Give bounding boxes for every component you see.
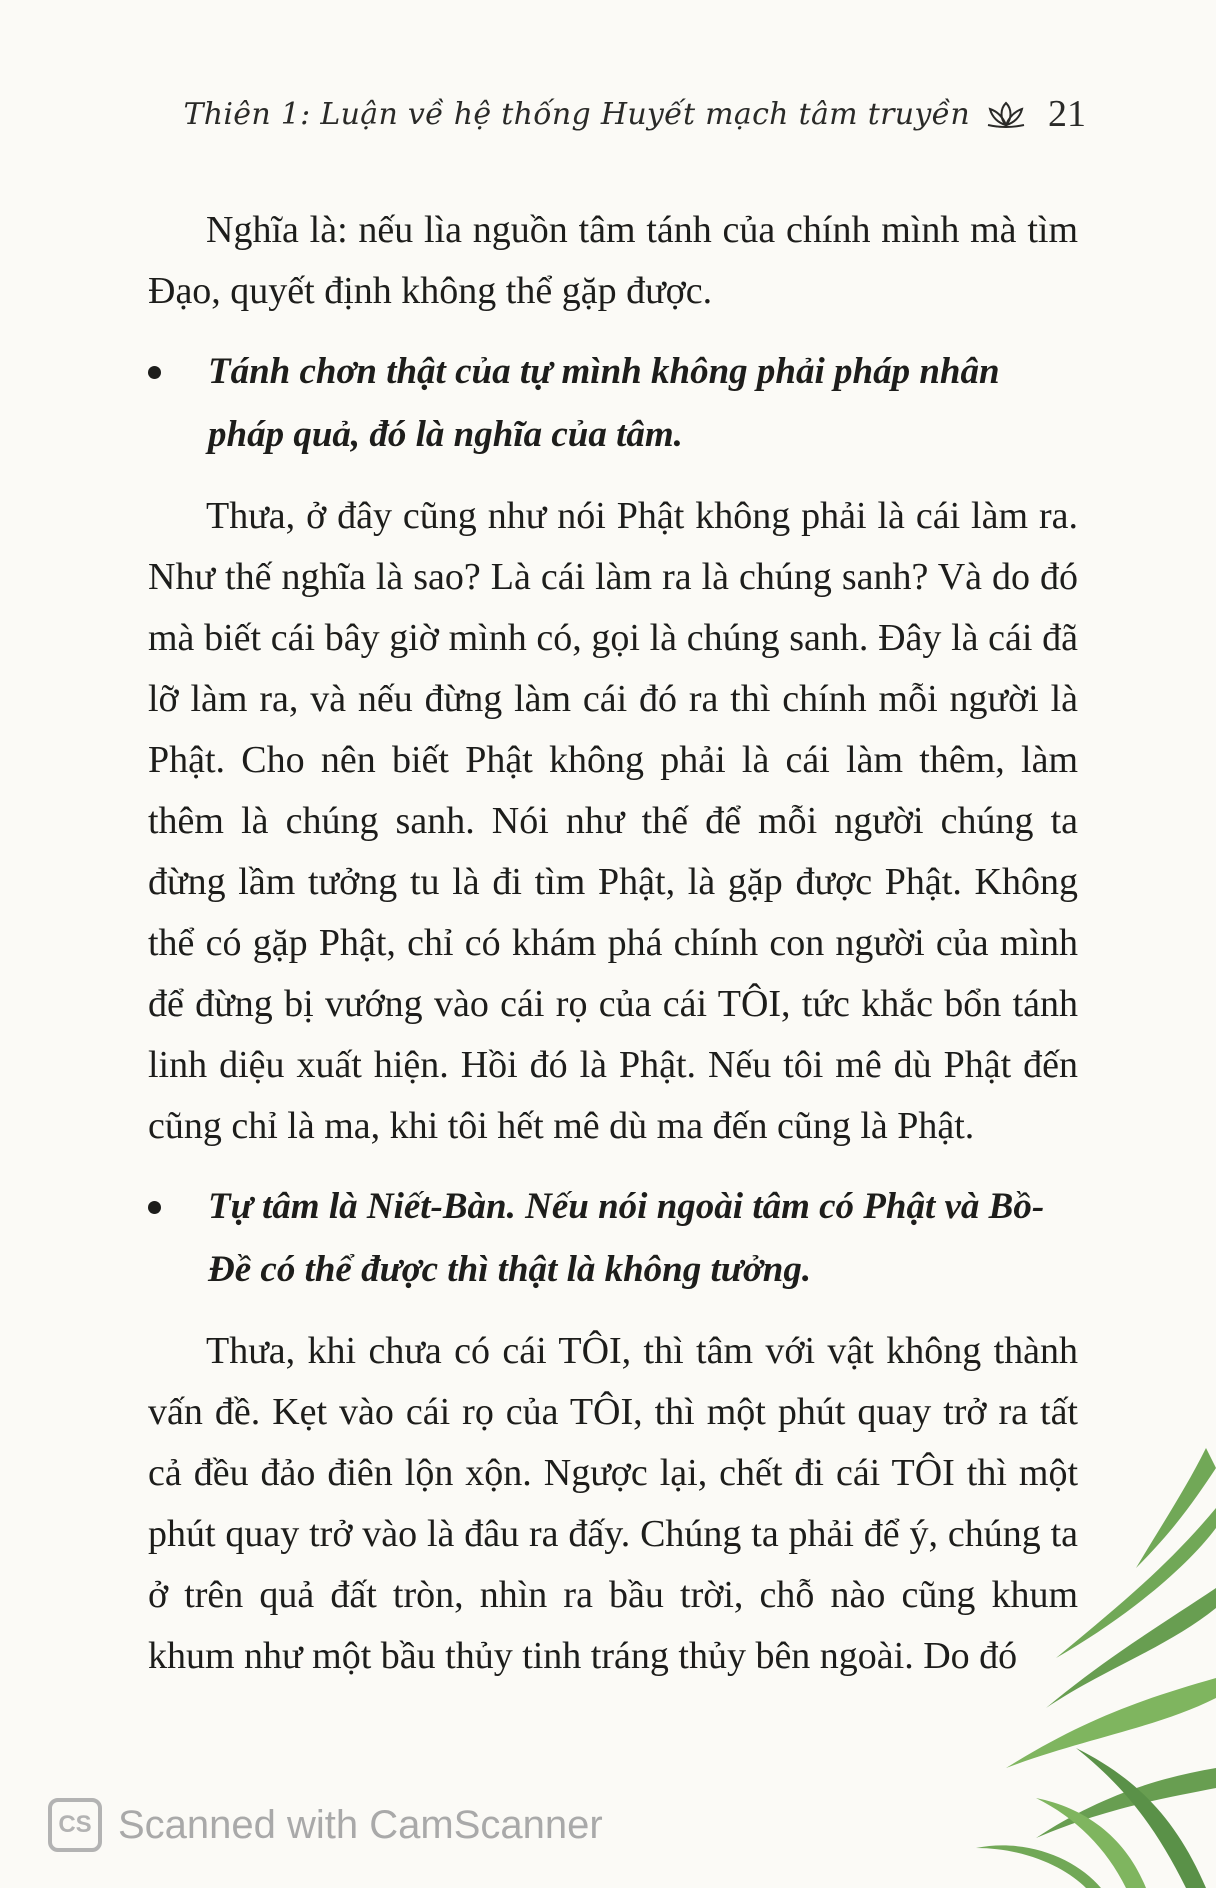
running-title: Thiên 1: Luận về hệ thống Huyết mạch tâm truyền (183, 96, 970, 132)
bullet-dot (148, 1201, 161, 1214)
page-number: 21 (1048, 93, 1086, 135)
bullet-item-2 (148, 1175, 1078, 1301)
bullet-text-2: Tự tâm là Niết-Bàn. Nếu nói ngoài tâm có Phật và Bồ-Đề có thể được thì thật là không tưởng. (208, 1186, 1045, 1290)
running-header (183, 92, 1086, 136)
paragraph-1: Nghĩa là: nếu lìa nguồn tâm tánh của chính mình mà tìm Đạo, quyết định không thể gặp được. (148, 209, 1078, 312)
paragraph-3: Thưa, khi chưa có cái TÔI, thì tâm với vật không thành vấn đề. Kẹt vào cái rọ của TÔI, thì một phút quay trở ra tất cả đều đảo điên lộn xộn. Ngược lại, chết đi cái TÔI thì một phút quay trở vào là đâu ra đấy. Chúng ta phải để ý, chúng ta ở trên quả đất tròn, nhìn ra bầu trời, chỗ nào cũng khum khum như một bầu thủy tinh tráng thủy bên ngoài. Do đó (148, 1330, 1078, 1677)
watermark-text: Scanned with CamScanner (118, 1802, 603, 1847)
bamboo-leaves-decoration (886, 1408, 1216, 1888)
paragraph-2: Thưa, ở đây cũng như nói Phật không phải là cái làm ra. Như thế nghĩa là sao? Là cái làm ra là chúng sanh? Và do đó mà biết cái bây giờ mình có, gọi là chúng sanh. Đây là cái đã lỡ làm ra, và nếu đừng làm cái đó ra thì chính mỗi người là Phật. Cho nên biết Phật không phải là cái làm thêm, làm thêm là chúng sanh. Nói như thế để mỗi người chúng ta đừng lầm tưởng tu là đi tìm Phật, là gặp được Phật. Không thể có gặp Phật, chỉ có khám phá chính con người của mình để đừng bị vướng vào cái rọ của cái TÔI, tức khắc bổn tánh linh diệu xuất hiện. Hồi đó là Phật. Nếu tôi mê dù Phật đến cũng chỉ là ma, khi tôi hết mê dù ma đến cũng là Phật. (148, 495, 1078, 1147)
bullet-text-1: Tánh chơn thật của tự mình không phải pháp nhân pháp quả, đó là nghĩa của tâm. (208, 351, 1000, 455)
lotus-icon (984, 99, 1028, 129)
camscanner-logo-icon: CS (48, 1798, 102, 1852)
camscanner-watermark (48, 1798, 603, 1852)
bullet-dot (148, 366, 161, 379)
bullet-item-1 (148, 340, 1078, 466)
